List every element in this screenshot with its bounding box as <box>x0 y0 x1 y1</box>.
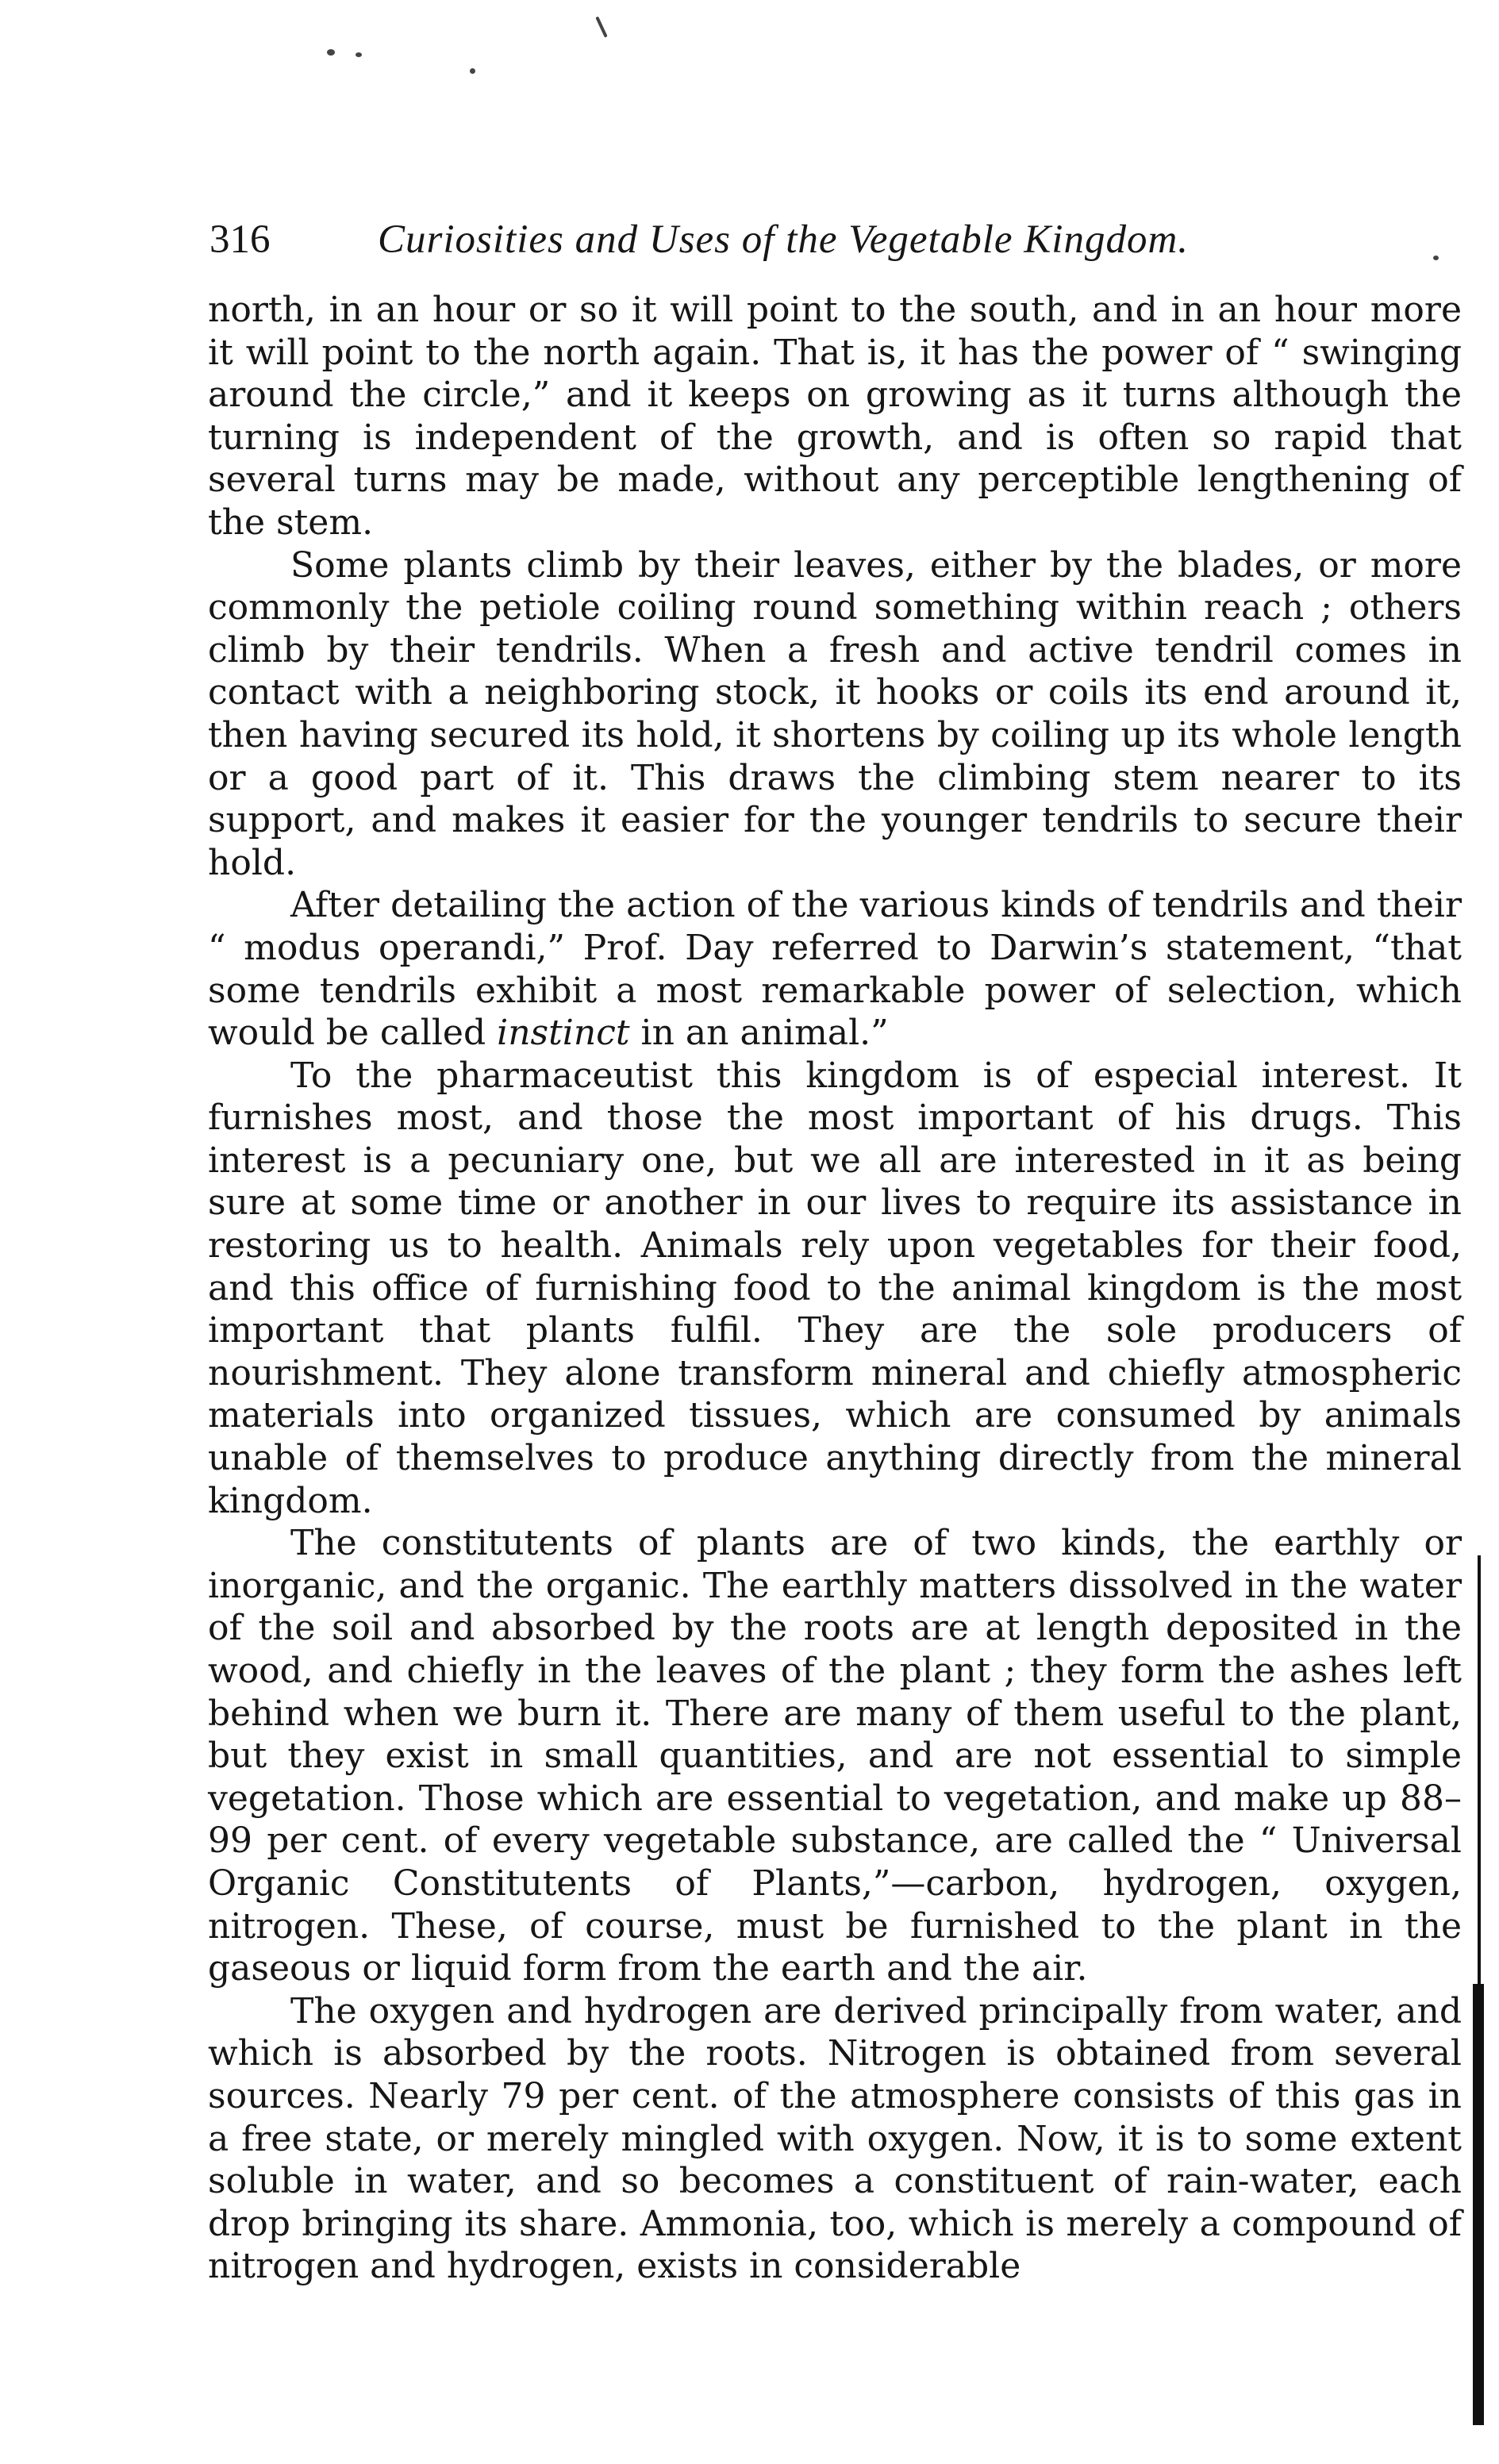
emphasized-word: instinct <box>497 1013 630 1054</box>
page-edge-shadow <box>1478 1555 1481 1984</box>
running-title: Curiosities and Uses of the Vegetable Kingdom. <box>378 217 1190 262</box>
scan-speck <box>470 68 475 74</box>
paragraph-text: After detailing the action of the various kinds of tendrils and their “ modus operandi,” Prof. Day referred to Darwin’s statement, “that some tendrils exhibit a most remarkable power of selection, which would be called <box>208 885 1462 1054</box>
page-header <box>209 208 1447 271</box>
body-text <box>208 289 1462 2288</box>
page-number: 316 <box>209 217 271 262</box>
paragraph: Some plants climb by their leaves, either by the blades, or more commonly the petiole coiling round something within reach ; others climb by their tendrils. When a fresh and active tendril comes in contact with a neighboring stock, it hooks or coils its end around it, then having secured its hold, it shortens by coiling up its whole length or a good part of it. This draws the climbing stem nearer to its support, and makes it easier for the younger tendrils to secure their hold. <box>208 544 1462 883</box>
scan-speck <box>356 52 362 57</box>
paragraph: The constitutents of plants are of two kinds, the earthly or inorganic, and the organic. The earthly matters dissolved in the water of the soil and absorbed by the roots are at length deposited in the wood, and chiefly in the leaves of the plant ; they form the ashes left behind when we burn it. There are many of them useful to the plant, but they exist in small quantities, and are not essential to simple vegetation. Those which are essential to vegetation, and make up 88–99 per cent. of every vegetable substance, are called the “ Universal Organic Constitutents of Plants,”—carbon, hydrogen, oxygen, nitrogen. These, of course, must be furnished to the plant in the gaseous or liquid form from the earth and the air. <box>208 1523 1462 1989</box>
paragraph <box>208 884 1462 1054</box>
paragraph-text: in an animal.” <box>629 1013 889 1054</box>
paragraph: The oxygen and hydrogen are derived principally from water, and which is absorbed by the roots. Nitrogen is obtained from several sources. Nearly 79 per cent. of the atmosphere consists of this gas in a free state, or merely mingled with oxygen. Now, it is to some extent soluble in water, and so becomes a constituent of rain-water, each drop bringing its share. Ammonia, too, which is merely a compound of nitrogen and hydrogen, exists in considerable <box>208 1990 1462 2287</box>
scan-speck <box>327 49 335 56</box>
scan-speck <box>595 16 607 37</box>
paragraph: north, in an hour or so it will point to the south, and in an hour more it will point to the north again. That is, it has the power of “ swinging around the circle,” and it keeps on growing as it turns although the turning is independent of the growth, and is often so rapid that several turns may be made, without any perceptible lengthening of the stem. <box>208 290 1462 543</box>
paragraph: To the pharmaceutist this kingdom is of especial interest. It furnishes most, and those the most important of his drugs. This interest is a pecuniary one, but we all are interested in it as being sure at some time or another in our lives to require its assistance in restoring us to health. Animals rely upon vegetables for their food, and this office of furnishing food to the animal kingdom is the most important that plants fulfil. They are the sole producers of nourishment. They alone transform mineral and chiefly atmospheric materials into organized tissues, which are consumed by animals unable of themselves to produce anything directly from the mineral kingdom. <box>208 1055 1462 1521</box>
page-edge-shadow <box>1473 1984 1484 2425</box>
